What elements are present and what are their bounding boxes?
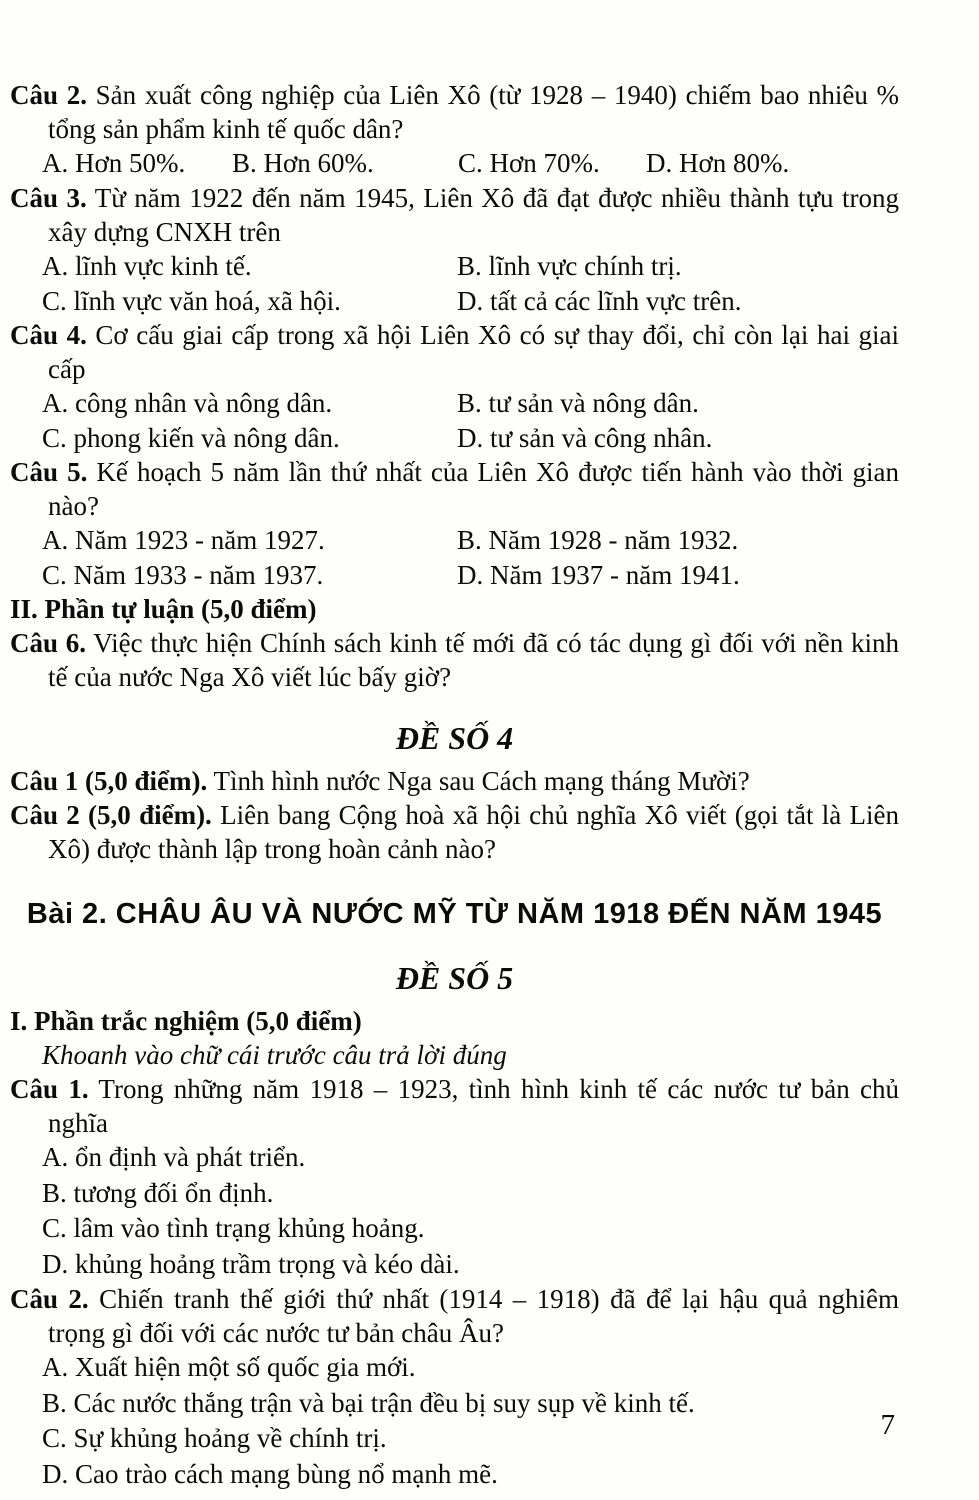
question-label: Câu 4.	[10, 320, 87, 350]
question-label: Câu 2.	[10, 1284, 89, 1314]
option: D. Năm 1937 - năm 1941.	[457, 559, 740, 590]
option: C. Năm 1933 - năm 1937.	[42, 559, 324, 590]
question	[10, 318, 899, 386]
question-text: Tình hình nước Nga sau Cách mạng tháng Mười?	[213, 766, 750, 796]
option: C. Sự khủng hoảng về chính trị.	[42, 1423, 387, 1453]
question-text: Chiến tranh thế giới thứ nhất (1914 – 1918) đã để lại hậu quả nghiêm trọng gì đối với các nước tư bản châu Âu?	[48, 1284, 900, 1348]
question-label: Câu 2 (5,0 điểm).	[10, 800, 212, 830]
options-grid	[10, 249, 899, 318]
option: D. khủng hoảng trầm trọng và kéo dài.	[42, 1248, 460, 1279]
question	[10, 181, 899, 249]
question-text: Liên bang Cộng hoà xã hội chủ nghĩa Xô viết (gọi tắt là Liên Xô) được thành lập trong hoàn cảnh nào?	[48, 800, 899, 864]
page-number: 7	[880, 1409, 895, 1441]
question-text: Trong những năm 1918 – 1923, tình hình kinh tế các nước tư bản chủ nghĩa	[48, 1074, 900, 1138]
section-heading: II. Phần tự luận (5,0 điểm)	[10, 594, 317, 624]
question	[10, 1282, 899, 1350]
question	[10, 455, 899, 523]
options-list	[10, 1140, 899, 1282]
question	[10, 626, 899, 694]
exam-heading: ĐỀ SỐ 4	[395, 720, 514, 756]
page-content	[10, 78, 899, 1492]
option: C. lĩnh vực văn hoá, xã hội.	[42, 285, 341, 316]
exam-heading: ĐỀ SỐ 5	[395, 960, 514, 996]
option: D. Hơn 80%.	[646, 148, 790, 178]
option: A. Hơn 50%.	[42, 148, 186, 178]
question	[10, 764, 899, 798]
question-label: Câu 1.	[10, 1074, 89, 1104]
option: A. Xuất hiện một số quốc gia mới.	[42, 1352, 416, 1382]
option: B. tư sản và nông dân.	[457, 388, 699, 418]
option: C. phong kiến và nông dân.	[42, 422, 340, 453]
section-heading: I. Phần trắc nghiệm (5,0 điểm)	[10, 1006, 362, 1036]
question	[10, 1072, 899, 1140]
instruction-line: Khoanh vào chữ cái trước câu trả lời đúng	[42, 1040, 507, 1070]
option: B. tương đối ổn định.	[42, 1177, 274, 1208]
question-label: Câu 6.	[10, 628, 87, 658]
option: B. lĩnh vực chính trị.	[457, 251, 682, 281]
options-grid	[10, 386, 899, 455]
option: D. Cao trào cách mạng bùng nổ mạnh mẽ.	[42, 1458, 498, 1489]
options-row	[10, 146, 899, 181]
option: A. ổn định và phát triển.	[42, 1142, 306, 1172]
option: D. tất cả các lĩnh vực trên.	[457, 285, 742, 316]
question-text: Sản xuất công nghiệp của Liên Xô (từ 1928 – 1940) chiếm bao nhiêu % tổng sản phẩm kinh tế quốc dân?	[48, 80, 900, 144]
options-list	[10, 1350, 899, 1492]
question-text: Cơ cấu giai cấp trong xã hội Liên Xô có sự thay đổi, chỉ còn lại hai giai cấp	[48, 320, 900, 384]
options-grid	[10, 523, 899, 592]
question	[10, 78, 899, 146]
option: B. Năm 1928 - năm 1932.	[457, 525, 739, 555]
option: A. lĩnh vực kinh tế.	[42, 251, 252, 281]
question-label: Câu 2.	[10, 80, 87, 110]
option: B. Hơn 60%.	[232, 148, 374, 178]
question-text: Từ năm 1922 đến năm 1945, Liên Xô đã đạt được nhiều thành tựu trong xây dựng CNXH trên	[48, 183, 899, 247]
option: D. tư sản và công nhân.	[457, 422, 713, 453]
option: A. công nhân và nông dân.	[42, 388, 333, 418]
question-text: Việc thực hiện Chính sách kinh tế mới đã có tác dụng gì đối với nền kinh tế của nước Nga Xô viết lúc bấy giờ?	[48, 628, 900, 692]
question-text: Kế hoạch 5 năm lần thứ nhất của Liên Xô được tiến hành vào thời gian nào?	[48, 457, 900, 521]
question-label: Câu 1 (5,0 điểm).	[10, 766, 208, 796]
option: C. Hơn 70%.	[458, 148, 600, 178]
chapter-heading: Bài 2. CHÂU ÂU VÀ NƯỚC MỸ TỪ NĂM 1918 ĐẾN NĂM 1945	[26, 898, 883, 930]
option: C. lâm vào tình trạng khủng hoảng.	[42, 1213, 425, 1243]
option: A. Năm 1923 - năm 1927.	[42, 525, 325, 555]
question	[10, 798, 899, 866]
option: B. Các nước thắng trận và bại trận đều bị suy sụp về kinh tế.	[42, 1387, 695, 1418]
question-label: Câu 5.	[10, 457, 88, 487]
question-label: Câu 3.	[10, 183, 87, 213]
